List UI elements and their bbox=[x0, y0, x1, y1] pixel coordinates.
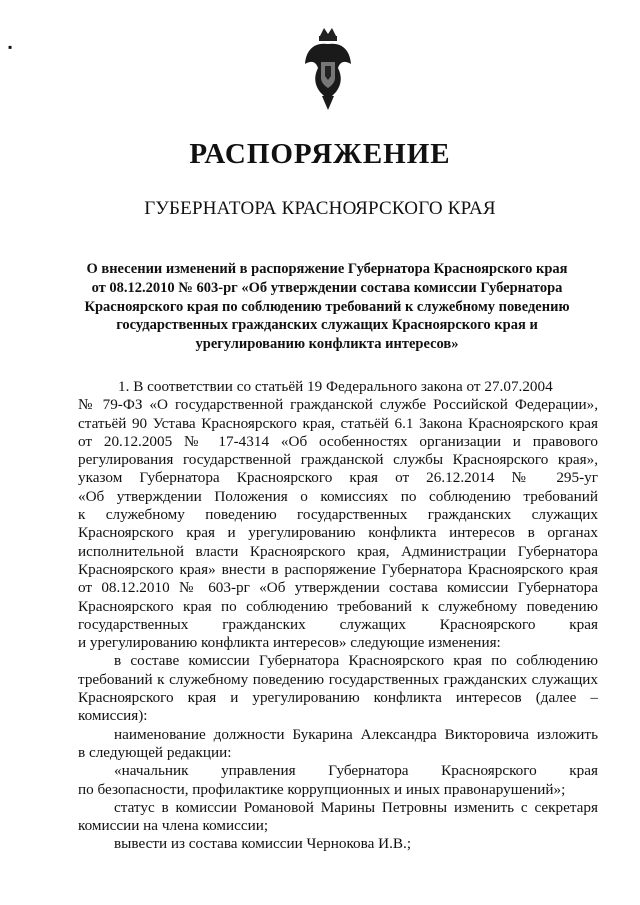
document-heading bbox=[70, 260, 584, 354]
document-subtitle: ГУБЕРНАТОРА КРАСНОЯРСКОГО КРАЯ bbox=[144, 198, 496, 219]
body-line: вывести из состава комиссии Чернокова И.В.; bbox=[114, 835, 412, 853]
heading-line: от 08.12.2010 № 603-рг «Об утверждении состава комиссии Губернатора bbox=[91, 279, 563, 296]
document-title: РАСПОРЯЖЕНИЕ bbox=[189, 138, 451, 170]
body-line: от 08.12.2010 № 603-рг «Об утверждении состава комиссии Губернатора bbox=[78, 579, 598, 597]
body-line: в следующей редакции: bbox=[78, 743, 232, 761]
heading-line: государственных гражданских служащих Красноярского края и bbox=[116, 317, 538, 334]
body-line: 1. В соответствии со статьёй 19 Федерального закона от 27.07.2004 bbox=[118, 378, 553, 395]
body-line: № 79-ФЗ «О государственной гражданской службе Российской Федерации», bbox=[78, 396, 598, 414]
body-line: комиссии на члена комиссии; bbox=[78, 817, 269, 835]
body-line: статус в комиссии Романовой Марины Петровны изменить с секретаря bbox=[114, 798, 598, 816]
heading-line: Красноярского края по соблюдению требований к служебному поведению bbox=[84, 298, 570, 315]
body-line: статьёй 90 Устава Красноярского края, статьёй 6.1 Закона Красноярского края bbox=[78, 414, 598, 432]
body-line: комиссия): bbox=[78, 707, 148, 725]
body-line: и урегулированию конфликта интересов» следующие изменения: bbox=[78, 634, 501, 652]
body-line: государственных гражданских служащих Красноярского края bbox=[78, 615, 598, 633]
body-line: регулирования государственной гражданской службы Красноярского края», bbox=[78, 451, 598, 469]
body-line: требований к служебному поведению государственных гражданских служащих bbox=[78, 670, 598, 688]
body-line: Красноярского края и урегулированию конфликта интересов в органах bbox=[78, 524, 598, 542]
heading-line: О внесении изменений в распоряжение Губернатора Красноярского края bbox=[86, 261, 568, 277]
body-line: по безопасности, профилактике коррупционных и иных правонарушений»; bbox=[78, 780, 566, 798]
body-line: в составе комиссии Губернатора Красноярского края по соблюдению bbox=[114, 652, 598, 670]
body-line: исполнительной власти Красноярского края, Администрации Губернатора bbox=[78, 542, 598, 560]
body-line: «Об утверждении Положения о комиссиях по соблюдению требований bbox=[78, 487, 598, 505]
document-body bbox=[78, 378, 598, 854]
body-line: Красноярского края» внести в распоряжение Губернатора Красноярского края bbox=[78, 560, 598, 578]
body-line: Красноярского края по соблюдению требований к служебному поведению bbox=[78, 597, 598, 615]
body-line: указом Губернатора Красноярского края от 26.12.2014 № 295-уг bbox=[78, 469, 598, 487]
coat-of-arms-icon bbox=[302, 26, 354, 112]
margin-mark: ▪ bbox=[8, 40, 13, 54]
body-line: наименование должности Букарина Александра Викторовича изложить bbox=[114, 725, 598, 743]
body-line: от 20.12.2005 № 17-4314 «Об особенностях организации и правового bbox=[78, 432, 598, 450]
body-line: Красноярского края и урегулированию конфликта интересов (далее – bbox=[78, 689, 598, 707]
heading-line: урегулированию конфликта интересов» bbox=[195, 336, 459, 353]
body-line: «начальник управления Губернатора Красноярского края bbox=[114, 762, 598, 780]
body-line: к служебному поведению государственных гражданских служащих bbox=[78, 506, 598, 524]
